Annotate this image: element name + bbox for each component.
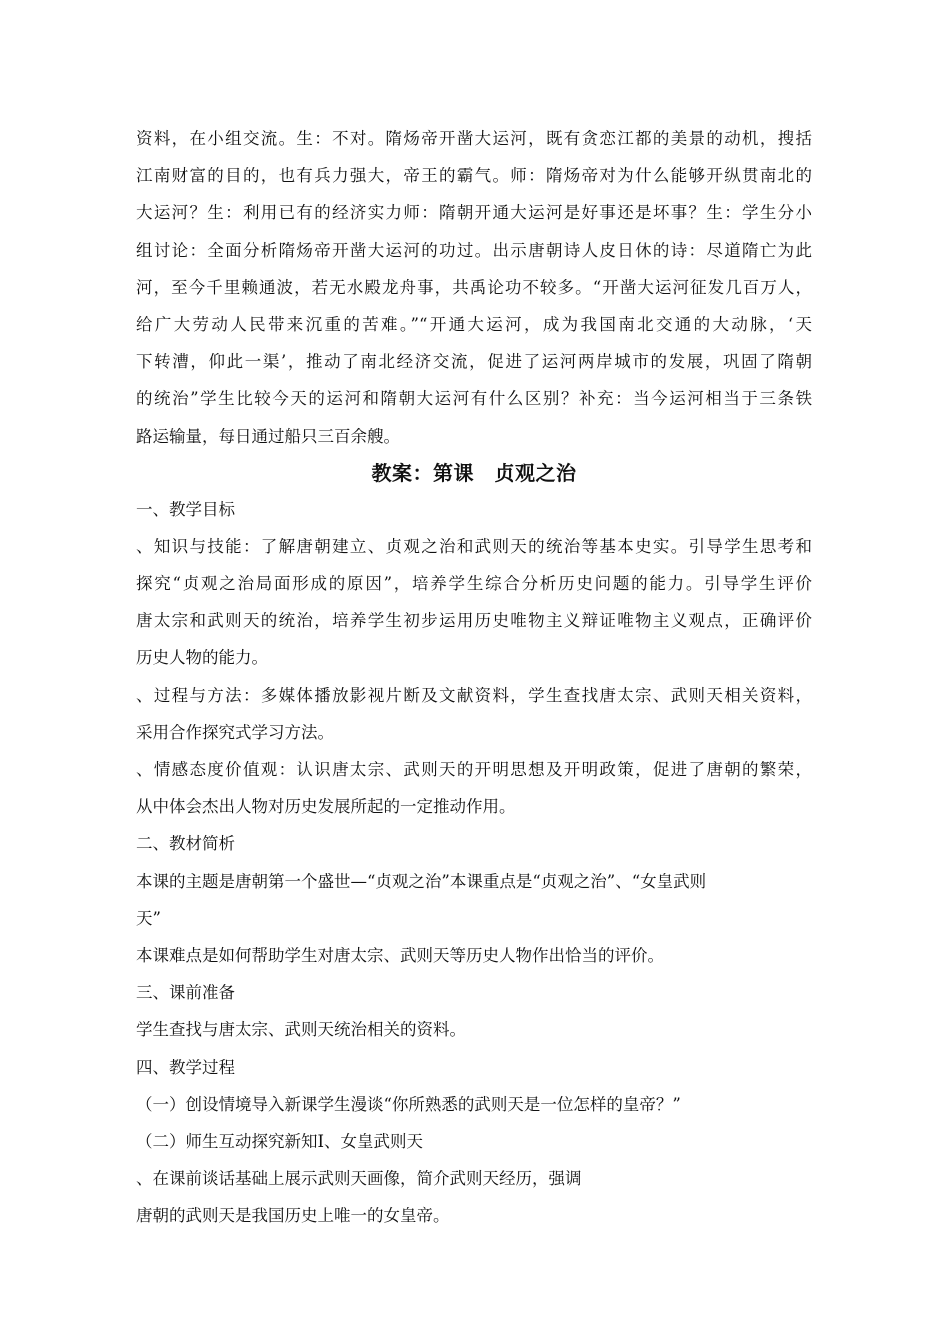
intro-line-5: 河，至今千里赖通波，若无水殿龙舟事，共禹论功不较多。“开凿大运河征发几百万人， xyxy=(136,277,812,297)
body-line: 采用合作探究式学习方法。 xyxy=(136,722,334,742)
document-content xyxy=(136,120,812,1234)
section-heading-process: 四、教学过程 xyxy=(136,1057,235,1077)
body-line: 、过程与方法：多媒体播放影视片断及文献资料，学生查找唐太宗、武则天相关资料， xyxy=(136,685,812,705)
section-heading-objectives: 一、教学目标 xyxy=(136,499,235,519)
lesson-title: 教案：第课 贞观之治 xyxy=(371,460,577,485)
body-line: 唐朝的武则天是我国历史上唯一的女皇帝。 xyxy=(136,1206,450,1226)
intro-line-9: 路运输量，每日通过船只三百余艘。 xyxy=(136,426,400,446)
body-line: 本课的主题是唐朝第一个盛世—“贞观之治”本课重点是“贞观之治”、“女皇武则 xyxy=(136,871,707,891)
body-line: 、在课前谈话基础上展示武则天画像，简介武则天经历，强调 xyxy=(136,1169,582,1189)
body-line: 历史人物的能力。 xyxy=(136,648,268,668)
body-line: 从中体会杰出人物对历史发展所起的一定推动作用。 xyxy=(136,797,516,817)
section-heading-materials: 二、教材简析 xyxy=(136,834,235,854)
body-line: 探究“贞观之治局面形成的原因”，培养学生综合分析历史问题的能力。引导学生评价 xyxy=(136,574,812,594)
body-line: 天” xyxy=(136,908,161,928)
body-line: 、知识与技能：了解唐朝建立、贞观之治和武则天的统治等基本史实。引导学生思考和 xyxy=(136,536,812,556)
intro-line-2: 江南财富的目的，也有兵力强大，帝王的霸气。师：隋炀帝对为什么能够开纵贯南北的 xyxy=(136,166,812,186)
body-line: 、情感态度价值观：认识唐太宗、武则天的开明思想及开明政策，促进了唐朝的繁荣， xyxy=(136,760,812,779)
body-line: 本课难点是如何帮助学生对唐太宗、武则天等历史人物作出恰当的评价。 xyxy=(136,945,664,965)
intro-line-7: 下转漕，仰此一渠’，推动了南北经济交流，促进了运河两岸城市的发展，巩固了隋朝 xyxy=(136,352,812,372)
section-heading-preparation: 三、课前准备 xyxy=(136,983,235,1003)
intro-line-8: 的统治”学生比较今天的运河和隋朝大运河有什么区别？补充：当今运河相当于三条铁 xyxy=(136,389,812,409)
body-line: （二）师生互动探究新知Ⅰ、女皇武则天 xyxy=(136,1131,424,1151)
intro-line-4: 组讨论：全面分析隋炀帝开凿大运河的功过。出示唐朝诗人皮日休的诗：尽道隋亡为此 xyxy=(136,240,812,260)
body-line: 学生查找与唐太宗、武则天统治相关的资料。 xyxy=(136,1020,466,1040)
body-line: 唐太宗和武则天的统治，培养学生初步运用历史唯物主义辩证唯物主义观点，正确评价 xyxy=(136,611,812,631)
body-line: （一）创设情境导入新课学生漫谈“你所熟悉的武则天是一位怎样的皇帝？” xyxy=(136,1094,681,1114)
intro-line-3: 大运河？生：利用已有的经济实力师：隋朝开通大运河是好事还是坏事？生：学生分小 xyxy=(136,203,812,223)
intro-line-6: 给广大劳动人民带来沉重的苦难。”“开通大运河，成为我国南北交通的大动脉，‘天 xyxy=(136,314,812,334)
intro-line-1: 资料，在小组交流。生：不对。隋炀帝开凿大运河，既有贪恋江都的美景的动机，搜括 xyxy=(136,129,812,148)
